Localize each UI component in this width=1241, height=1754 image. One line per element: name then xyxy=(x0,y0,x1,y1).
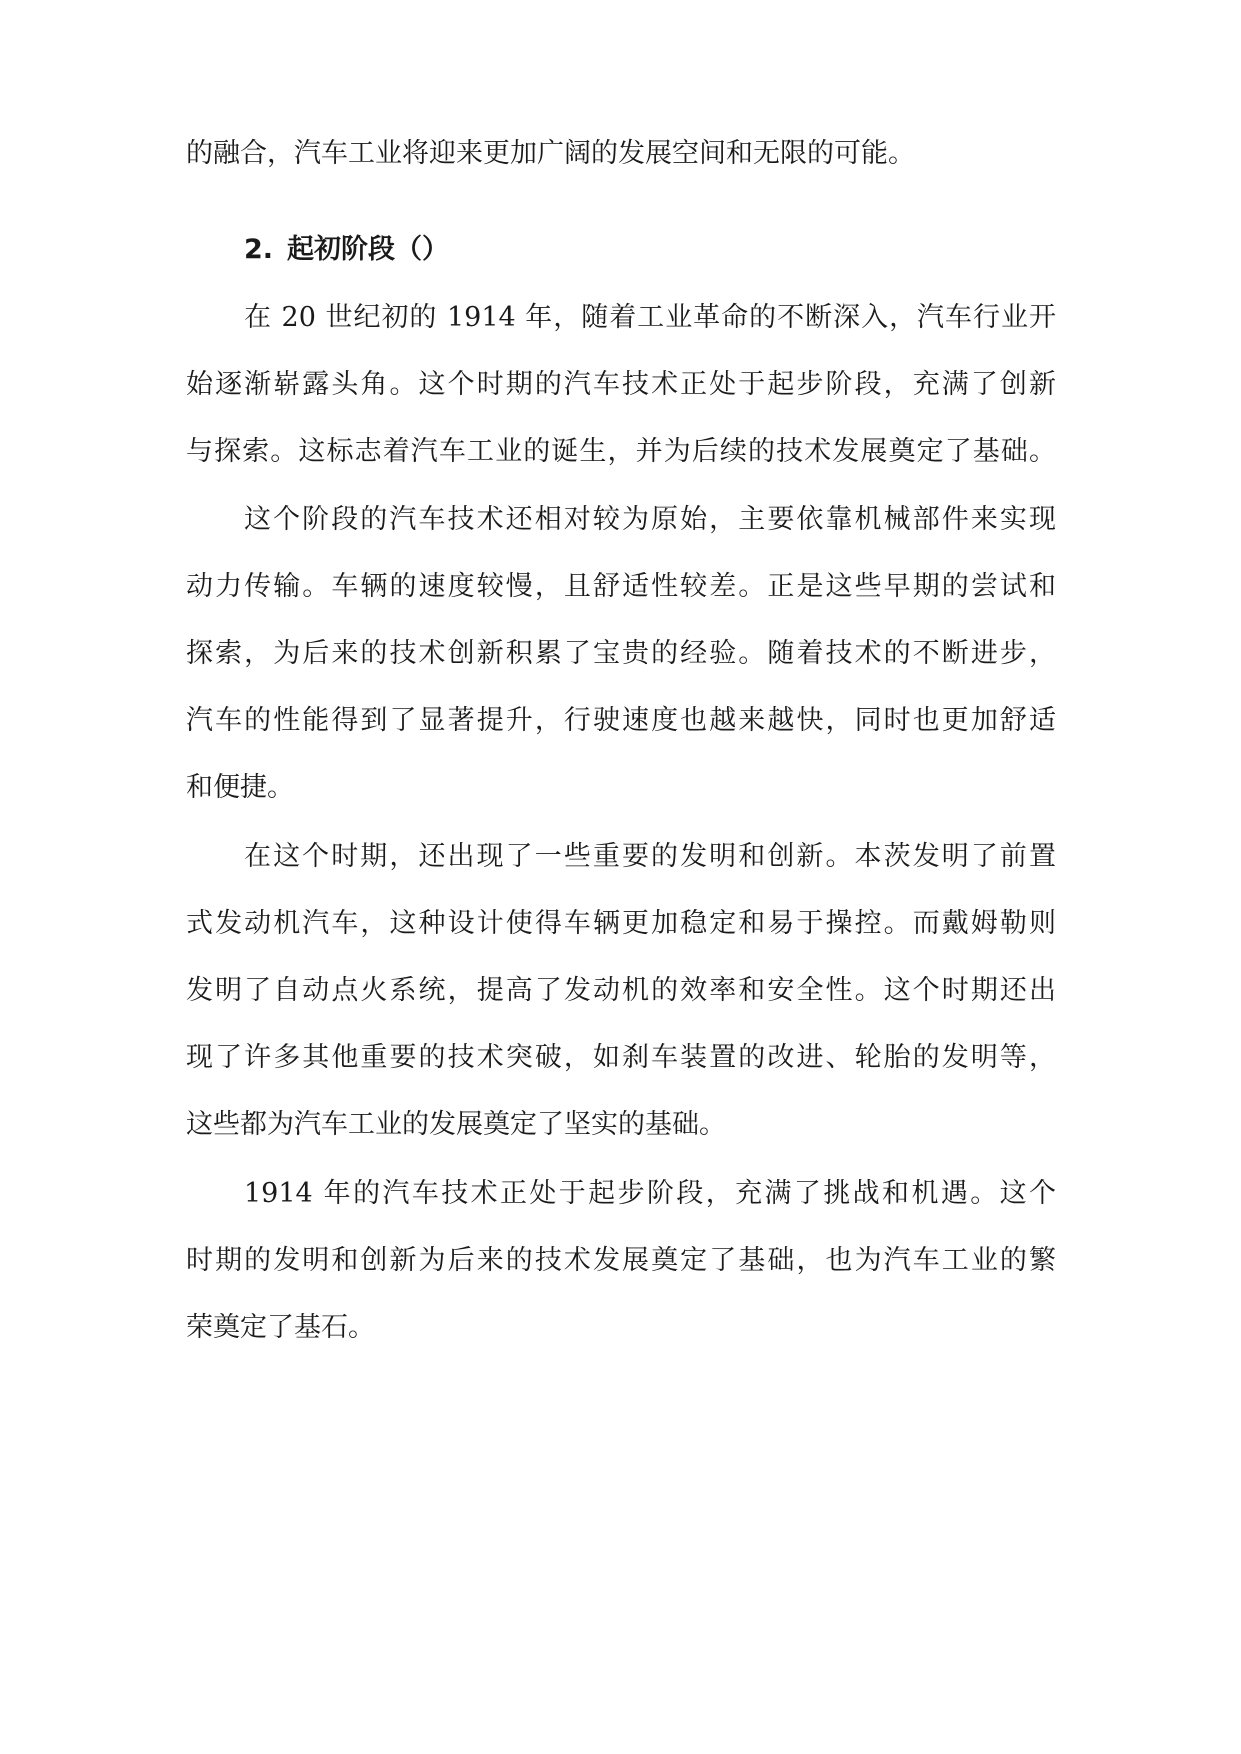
paragraph-line: 动力传输。车辆的速度较慢，且舒适性较差。正是这些早期的尝试和 xyxy=(186,571,1056,602)
paragraph-line: 1914 年的汽车技术正处于起步阶段，充满了挑战和机遇。这个 xyxy=(244,1178,1056,1209)
paragraph-line: 式发动机汽车，这种设计使得车辆更加稳定和易于操控。而戴姆勒则 xyxy=(186,908,1056,939)
paragraph-line: 在这个时期，还出现了一些重要的发明和创新。本茨发明了前置 xyxy=(244,841,1056,872)
paragraph-line: 与探索。这标志着汽车工业的诞生，并为后续的技术发展奠定了基础。 xyxy=(186,436,1056,467)
paragraph-line: 的融合，汽车工业将迎来更加广阔的发展空间和无限的可能。 xyxy=(186,138,915,169)
paragraph-line: 现了许多其他重要的技术突破，如刹车装置的改进、轮胎的发明等， xyxy=(186,1042,1056,1073)
paragraph-line: 荣奠定了基石。 xyxy=(186,1312,375,1343)
paragraph-line: 探索，为后来的技术创新积累了宝贵的经验。随着技术的不断进步， xyxy=(186,638,1056,669)
paragraph-line: 始逐渐崭露头角。这个时期的汽车技术正处于起步阶段，充满了创新 xyxy=(186,369,1056,400)
paragraph-line: 这些都为汽车工业的发展奠定了坚实的基础。 xyxy=(186,1109,726,1140)
paragraph-line: 时期的发明和创新为后来的技术发展奠定了基础，也为汽车工业的繁 xyxy=(186,1245,1056,1276)
section-heading xyxy=(244,236,449,263)
paragraph-line: 发明了自动点火系统，提高了发动机的效率和安全性。这个时期还出 xyxy=(186,975,1056,1006)
paragraph-line: 在 20 世纪初的 1914 年，随着工业革命的不断深入，汽车行业开 xyxy=(244,302,1056,333)
paragraph-line: 这个阶段的汽车技术还相对较为原始，主要依靠机械部件来实现 xyxy=(244,504,1056,535)
section-number: 2. xyxy=(244,234,274,265)
section-title: 起初阶段（） xyxy=(287,234,450,265)
paragraph-line: 和便捷。 xyxy=(186,772,294,803)
paragraph-line: 汽车的性能得到了显著提升，行驶速度也越来越快，同时也更加舒适 xyxy=(186,705,1056,736)
